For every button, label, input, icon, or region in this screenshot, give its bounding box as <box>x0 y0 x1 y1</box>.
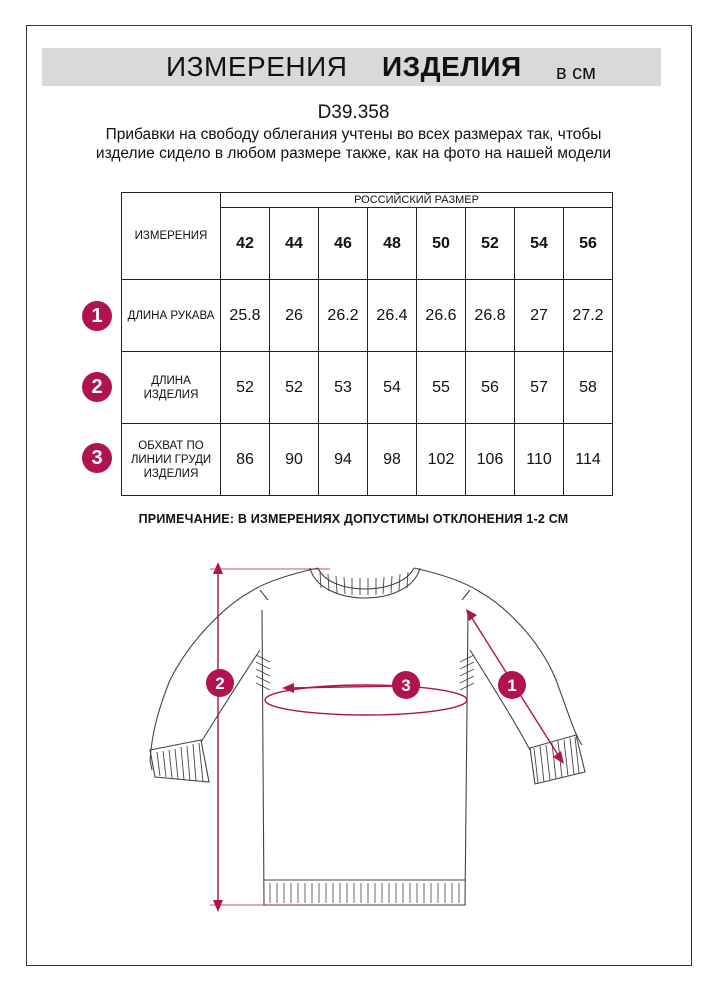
table-cell: 26 <box>270 280 319 352</box>
size-header: 44 <box>270 208 319 280</box>
table-cell: 53 <box>319 352 368 424</box>
header-measurements: ИЗМЕРЕНИЯ <box>166 51 348 82</box>
table-cell: 26.8 <box>466 280 515 352</box>
sweater-outline <box>150 568 585 905</box>
arrow-head <box>213 900 223 912</box>
table-cell: 27.2 <box>564 280 613 352</box>
table-cell: 102 <box>417 424 466 496</box>
hem-rib <box>270 883 459 903</box>
row-label-chest <box>122 424 221 496</box>
table-row <box>122 352 613 424</box>
size-group-header: РОССИЙСКИЙ РАЗМЕР <box>221 193 613 208</box>
arrow-head <box>213 562 223 574</box>
size-table <box>121 192 613 496</box>
table-cell: 52 <box>221 352 270 424</box>
chest-ellipse <box>265 685 467 715</box>
table-cell: 110 <box>515 424 564 496</box>
table-row <box>122 424 613 496</box>
table-cell: 106 <box>466 424 515 496</box>
table-cell: 56 <box>466 352 515 424</box>
size-header: 54 <box>515 208 564 280</box>
product-code: D39.358 <box>317 102 390 123</box>
size-header: 42 <box>221 208 270 280</box>
table-cell: 26.6 <box>417 280 466 352</box>
size-header: 50 <box>417 208 466 280</box>
header-unit: в см <box>556 62 596 84</box>
table-cell: 25.8 <box>221 280 270 352</box>
size-header: 56 <box>564 208 613 280</box>
diagram-marker-2 <box>206 669 234 697</box>
table-cell: 26.4 <box>368 280 417 352</box>
table-cell: 27 <box>515 280 564 352</box>
table-row <box>122 280 613 352</box>
table-cell: 98 <box>368 424 417 496</box>
row-label-sleeve: ДЛИНА РУКАВА <box>122 280 221 352</box>
measurements-header: ИЗМЕРЕНИЯ <box>122 193 221 280</box>
size-header: 52 <box>466 208 515 280</box>
row-label-chest-text: ОБХВАТ ПО ЛИНИИ ГРУДИ ИЗДЕЛИЯ <box>130 439 212 480</box>
table-cell: 86 <box>221 424 270 496</box>
tolerance-note: ПРИМЕЧАНИЕ: В ИЗМЕРЕНИЯХ ДОПУСТИМЫ ОТКЛОНЕНИЯ 1-2 СМ <box>138 512 569 526</box>
fit-note: Прибавки на свободу облегания учтены во всех размерах так, чтобы изделие сидело в любом размере также, как на фото на нашей модели <box>95 126 612 162</box>
arrow-heads <box>213 562 564 912</box>
table-cell: 26.2 <box>319 280 368 352</box>
table-cell: 94 <box>319 424 368 496</box>
marker-badge-2: 2 <box>82 372 112 402</box>
cuff-rib <box>157 737 579 783</box>
row-label-length <box>122 352 221 424</box>
diagram-marker-1 <box>498 671 526 699</box>
arrow-head <box>553 751 564 764</box>
table-cell: 55 <box>417 352 466 424</box>
header-product: ИЗДЕЛИЯ <box>382 51 522 82</box>
table-cell: 90 <box>270 424 319 496</box>
marker-badge-3: 3 <box>82 443 112 473</box>
marker-2-text: 2 <box>215 674 225 693</box>
marker-3-text: 3 <box>401 676 411 695</box>
size-header: 48 <box>368 208 417 280</box>
size-header: 46 <box>319 208 368 280</box>
table-cell: 114 <box>564 424 613 496</box>
marker-badge-1: 1 <box>82 301 112 331</box>
diagram-marker-3 <box>392 671 420 699</box>
row-label-length-text: ДЛИНА ИЗДЕЛИЯ <box>143 374 199 401</box>
chest-arrow-line <box>290 686 400 688</box>
table-cell: 57 <box>515 352 564 424</box>
table-cell: 58 <box>564 352 613 424</box>
table-cell: 52 <box>270 352 319 424</box>
marker-1-text: 1 <box>507 676 517 695</box>
garment-sketch <box>0 540 707 920</box>
table-cell: 54 <box>368 352 417 424</box>
